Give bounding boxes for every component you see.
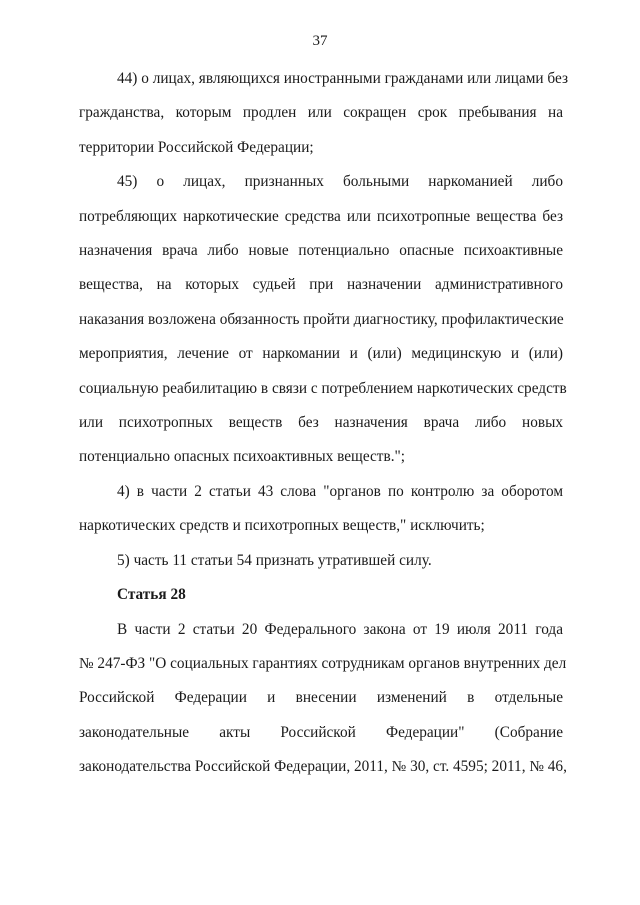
document-body	[79, 62, 569, 785]
article-heading: Статья 28	[117, 586, 186, 604]
text-line: Российской Федерации и внесении изменений в отдельные	[79, 689, 563, 707]
text-line: назначения врача либо новые потенциально опасные психоактивные	[79, 242, 563, 260]
text-line: № 247-ФЗ "О социальных гарантиях сотрудникам органов внутренних дел	[79, 654, 567, 672]
text-line: или психотропных веществ без назначения врача либо новых	[79, 414, 563, 432]
text-line: 45) о лицах, признанных больными наркоманией либо	[117, 173, 563, 191]
page-number: 37	[312, 33, 328, 49]
text-line: законодательные акты Российской Федерации" (Собрание	[79, 723, 563, 741]
text-line: мероприятия, лечение от наркомании и (или) медицинскую и (или)	[79, 345, 563, 363]
text-line: гражданства, которым продлен или сокращен срок пребывания на	[79, 104, 563, 122]
text-line: социальную реабилитацию в связи с потреблением наркотических средств	[79, 379, 567, 397]
text-line: 5) часть 11 статьи 54 признать утратившей силу.	[117, 551, 432, 569]
text-line: наркотических средств и психотропных веществ," исключить;	[79, 517, 485, 535]
text-line: потенциально опасных психоактивных веществ.";	[79, 448, 406, 466]
text-line: В части 2 статьи 20 Федерального закона от 19 июля 2011 года	[117, 620, 563, 638]
paragraph-item-45	[79, 165, 567, 475]
text-line: территории Российской Федерации;	[79, 138, 314, 156]
text-line: наказания возложена обязанность пройти диагностику, профилактические	[79, 310, 564, 328]
paragraph-item-44	[79, 62, 569, 165]
text-line: потребляющих наркотические средства или психотропные вещества без	[79, 207, 563, 225]
paragraph-item-5	[79, 544, 563, 578]
text-line: вещества, на которых судьей при назначении административного	[79, 276, 563, 294]
text-line: 4) в части 2 статьи 43 слова "органов по контролю за оборотом	[117, 482, 563, 500]
text-line: 44) о лицах, являющихся иностранными гражданами или лицами без	[117, 70, 569, 87]
article-section	[79, 578, 567, 784]
paragraph-item-4	[79, 475, 563, 544]
text-line: законодательства Российской Федерации, 2011, № 30, ст. 4595; 2011, № 46,	[79, 758, 567, 776]
